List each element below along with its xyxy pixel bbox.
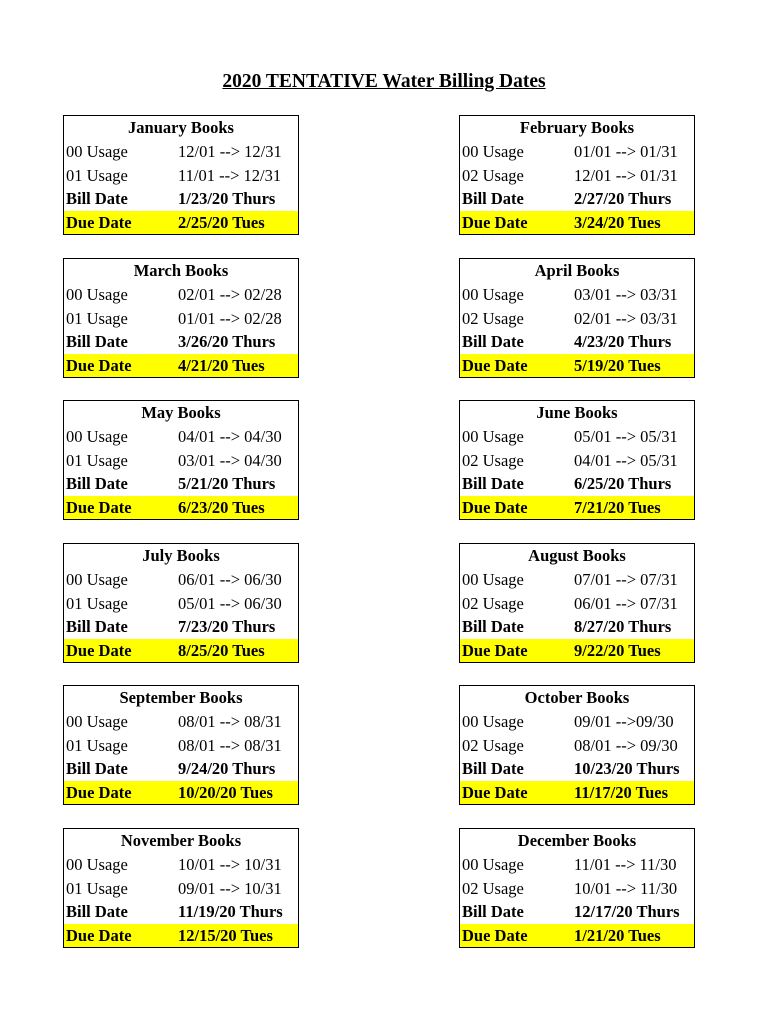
usage-row-a <box>64 283 298 307</box>
usage-a-range: 09/01 -->09/30 <box>574 712 674 731</box>
usage-b-label: 02 Usage <box>462 450 524 470</box>
bill-date-label: Bill Date <box>462 902 524 922</box>
page-title-text: 2020 TENTATIVE Water Billing Dates <box>222 71 546 92</box>
usage-b-range: 04/01 --> 05/31 <box>574 450 678 470</box>
card-header: October Books <box>524 688 630 707</box>
due-date-row <box>460 924 694 948</box>
bill-date-label: Bill Date <box>462 759 524 779</box>
usage-a-range: 04/01 --> 04/30 <box>178 427 282 446</box>
usage-a-label: 00 Usage <box>66 285 128 304</box>
billing-card-august <box>459 543 695 663</box>
usage-b-range: 01/01 --> 02/28 <box>178 308 282 328</box>
usage-b-label: 01 Usage <box>66 735 128 755</box>
due-date-row <box>64 354 298 378</box>
due-date-label: Due Date <box>66 925 132 945</box>
due-date-value: 4/21/20 Tues <box>178 355 265 375</box>
usage-row-a <box>460 568 694 592</box>
bill-date-value: 3/26/20 Thurs <box>178 332 276 352</box>
bill-date-label: Bill Date <box>66 474 128 494</box>
billing-card-may <box>63 400 299 520</box>
due-date-label: Due Date <box>462 497 528 517</box>
usage-row-a <box>460 140 694 164</box>
due-date-row <box>64 781 298 805</box>
due-date-row <box>64 639 298 663</box>
billing-card-september <box>63 685 299 805</box>
usage-row-a <box>460 425 694 449</box>
usage-a-label: 00 Usage <box>66 855 128 874</box>
usage-a-label: 00 Usage <box>66 427 128 446</box>
bill-date-label: Bill Date <box>66 189 128 209</box>
bill-date-row <box>64 187 298 211</box>
bill-date-row <box>64 330 298 354</box>
due-date-label: Due Date <box>66 640 132 660</box>
bill-date-value: 2/27/20 Thurs <box>574 189 672 209</box>
due-date-row <box>460 211 694 235</box>
usage-b-label: 02 Usage <box>462 165 524 185</box>
due-date-value: 1/21/20 Tues <box>574 925 661 945</box>
due-date-label: Due Date <box>66 355 132 375</box>
usage-row-b <box>460 449 694 473</box>
usage-row-a <box>64 853 298 877</box>
due-date-row <box>460 639 694 663</box>
due-date-value: 2/25/20 Tues <box>178 212 265 232</box>
due-date-label: Due Date <box>66 212 132 232</box>
usage-row-b <box>64 164 298 188</box>
bill-date-value: 11/19/20 Thurs <box>178 902 283 922</box>
bill-date-row <box>460 615 694 639</box>
usage-b-range: 12/01 --> 01/31 <box>574 165 678 185</box>
usage-b-label: 01 Usage <box>66 165 128 185</box>
bill-date-label: Bill Date <box>462 617 524 637</box>
usage-b-label: 02 Usage <box>462 308 524 328</box>
billing-card-march <box>63 258 299 378</box>
usage-row-b <box>64 307 298 331</box>
billing-card-june <box>459 400 695 520</box>
due-date-value: 3/24/20 Tues <box>574 212 661 232</box>
bill-date-value: 8/27/20 Thurs <box>574 617 672 637</box>
usage-row-a <box>64 710 298 734</box>
billing-card-october <box>459 685 695 805</box>
bill-date-value: 4/23/20 Thurs <box>574 332 672 352</box>
due-date-row <box>64 924 298 948</box>
usage-b-range: 08/01 --> 08/31 <box>178 735 282 755</box>
due-date-value: 12/15/20 Tues <box>178 925 273 945</box>
card-header: December Books <box>517 831 637 850</box>
usage-a-range: 06/01 --> 06/30 <box>178 570 282 589</box>
usage-a-label: 00 Usage <box>462 712 524 731</box>
bill-date-label: Bill Date <box>66 902 128 922</box>
bill-date-label: Bill Date <box>462 474 524 494</box>
usage-b-label: 02 Usage <box>462 735 524 755</box>
usage-row-a <box>460 283 694 307</box>
due-date-value: 10/20/20 Tues <box>178 782 273 802</box>
usage-row-a <box>460 853 694 877</box>
bill-date-label: Bill Date <box>66 332 128 352</box>
usage-row-a <box>64 140 298 164</box>
bill-date-row <box>64 900 298 924</box>
usage-a-range: 01/01 --> 01/31 <box>574 142 678 161</box>
usage-b-label: 02 Usage <box>462 593 524 613</box>
usage-row-b <box>64 449 298 473</box>
usage-row-b <box>460 734 694 758</box>
bill-date-label: Bill Date <box>66 759 128 779</box>
usage-row-a <box>460 710 694 734</box>
usage-a-range: 08/01 --> 08/31 <box>178 712 282 731</box>
usage-b-range: 08/01 --> 09/30 <box>574 735 678 755</box>
billing-card-july <box>63 543 299 663</box>
bill-date-label: Bill Date <box>462 189 524 209</box>
usage-b-label: 01 Usage <box>66 450 128 470</box>
usage-a-label: 00 Usage <box>462 427 524 446</box>
card-header: February Books <box>519 118 635 137</box>
usage-row-a <box>64 425 298 449</box>
bill-date-row <box>64 757 298 781</box>
bill-date-row <box>64 472 298 496</box>
bill-date-value: 5/21/20 Thurs <box>178 474 276 494</box>
usage-row-b <box>64 592 298 616</box>
usage-a-label: 00 Usage <box>462 855 524 874</box>
bill-date-value: 7/23/20 Thurs <box>178 617 276 637</box>
due-date-label: Due Date <box>66 782 132 802</box>
usage-a-range: 02/01 --> 02/28 <box>178 285 282 304</box>
usage-row-b <box>460 307 694 331</box>
usage-a-range: 11/01 --> 11/30 <box>574 855 677 874</box>
page-title <box>0 70 768 94</box>
due-date-value: 8/25/20 Tues <box>178 640 265 660</box>
usage-a-label: 00 Usage <box>66 142 128 161</box>
card-header: August Books <box>528 546 626 565</box>
usage-b-range: 11/01 --> 12/31 <box>178 165 282 185</box>
usage-b-range: 02/01 --> 03/31 <box>574 308 678 328</box>
bill-date-row <box>460 757 694 781</box>
card-header: November Books <box>120 831 242 850</box>
card-header: March Books <box>133 261 229 280</box>
usage-a-label: 00 Usage <box>66 712 128 731</box>
usage-a-label: 00 Usage <box>66 570 128 589</box>
usage-a-label: 00 Usage <box>462 570 524 589</box>
bill-date-row <box>460 187 694 211</box>
usage-b-label: 01 Usage <box>66 308 128 328</box>
usage-row-b <box>64 734 298 758</box>
usage-a-range: 05/01 --> 05/31 <box>574 427 678 446</box>
due-date-value: 7/21/20 Tues <box>574 497 661 517</box>
usage-a-range: 03/01 --> 03/31 <box>574 285 678 304</box>
bill-date-value: 12/17/20 Thurs <box>574 902 680 922</box>
bill-date-value: 9/24/20 Thurs <box>178 759 276 779</box>
due-date-label: Due Date <box>462 355 528 375</box>
usage-b-range: 09/01 --> 10/31 <box>178 878 282 898</box>
card-header: January Books <box>128 118 234 137</box>
due-date-label: Due Date <box>462 212 528 232</box>
due-date-row <box>64 496 298 520</box>
bill-date-row <box>460 330 694 354</box>
bill-date-value: 10/23/20 Thurs <box>574 759 680 779</box>
card-header: April Books <box>534 261 620 280</box>
due-date-value: 9/22/20 Tues <box>574 640 661 660</box>
usage-a-label: 00 Usage <box>462 142 524 161</box>
due-date-row <box>64 211 298 235</box>
due-date-value: 5/19/20 Tues <box>574 355 661 375</box>
card-header: July Books <box>142 546 220 565</box>
billing-card-april <box>459 258 695 378</box>
usage-b-range: 05/01 --> 06/30 <box>178 593 282 613</box>
usage-row-b <box>64 877 298 901</box>
usage-b-label: 02 Usage <box>462 878 524 898</box>
usage-b-label: 01 Usage <box>66 593 128 613</box>
usage-row-b <box>460 877 694 901</box>
due-date-row <box>460 354 694 378</box>
due-date-row <box>460 496 694 520</box>
bill-date-value: 1/23/20 Thurs <box>178 189 276 209</box>
usage-b-range: 03/01 --> 04/30 <box>178 450 282 470</box>
usage-a-range: 10/01 --> 10/31 <box>178 855 282 874</box>
usage-b-range: 06/01 --> 07/31 <box>574 593 678 613</box>
bill-date-label: Bill Date <box>66 617 128 637</box>
card-header: May Books <box>141 403 221 422</box>
usage-row-b <box>460 592 694 616</box>
due-date-label: Due Date <box>462 925 528 945</box>
bill-date-value: 6/25/20 Thurs <box>574 474 672 494</box>
due-date-label: Due Date <box>462 640 528 660</box>
billing-card-december <box>459 828 695 948</box>
billing-card-november <box>63 828 299 948</box>
usage-a-label: 00 Usage <box>462 285 524 304</box>
usage-row-b <box>460 164 694 188</box>
bill-date-row <box>460 900 694 924</box>
usage-b-label: 01 Usage <box>66 878 128 898</box>
usage-a-range: 12/01 --> 12/31 <box>178 142 282 161</box>
usage-row-a <box>64 568 298 592</box>
bill-date-row <box>64 615 298 639</box>
bill-date-label: Bill Date <box>462 332 524 352</box>
due-date-value: 11/17/20 Tues <box>574 782 668 802</box>
due-date-value: 6/23/20 Tues <box>178 497 265 517</box>
usage-b-range: 10/01 --> 11/30 <box>574 878 678 898</box>
due-date-label: Due Date <box>66 497 132 517</box>
card-header: June Books <box>536 403 618 422</box>
billing-card-february <box>459 115 695 235</box>
bill-date-row <box>460 472 694 496</box>
card-header: September Books <box>119 688 243 707</box>
billing-card-january <box>63 115 299 235</box>
usage-a-range: 07/01 --> 07/31 <box>574 570 678 589</box>
due-date-label: Due Date <box>462 782 528 802</box>
due-date-row <box>460 781 694 805</box>
